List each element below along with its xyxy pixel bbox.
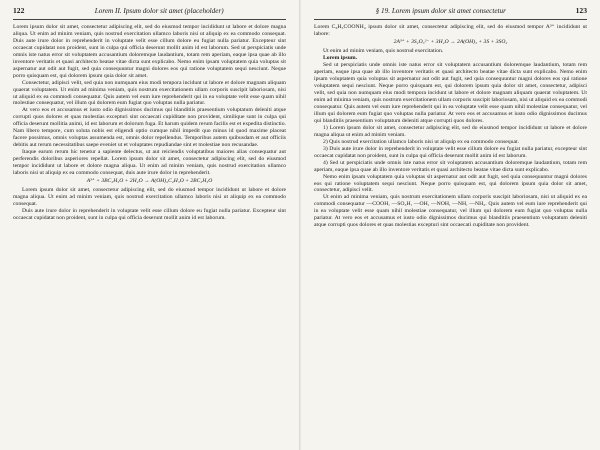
right-section-lead: Lorem ipsum. <box>323 55 358 62</box>
right-list-item-4: 4) Sed ut perspiciatis unde omnis iste natus error sit voluptatem accusantium doloremque laudantium, totam rem aperiam, eaque ipsa quae ab illo inventore veritatis et quasi architecto beatae vitae dicta sunt explicabo. <box>314 159 587 173</box>
left-formula: A³⁺ + 3BC₂H₃O + 2H₂O → A(OH)₂C₂H₃O + 2BC₂H₃O <box>86 178 213 185</box>
right-page-header <box>314 6 587 20</box>
left-paragraph-4: Itaque earum rerum hic tenetur a sapiente delectus, ut aut reiciendis voluptatibus maiores alias consequatur aut perferendis doloribus asperiores repellat. Lorem ipsum dolor sit amet, consectetur adipiscing elit, sed do eiusmod tempor incididunt ut labore et dolore magna aliqua. Ut enim ad minim veniam, quis nostrud exercitation ullamco laboris nisi ut aliquip ex ea commodo consequat, duis aute irure dolor in reprehenderit. <box>13 149 286 177</box>
right-list-item-2: 2) Quis nostrud exercitation ullamco laboris nisi ut aliquip ex ea commodo consequat. <box>323 138 520 145</box>
left-paragraph-2: Consectetur, adipisci velit, sed quia non numquam eius modi tempora incidunt ut labore et dolore magnam aliquam quaerat voluptatem. Ut enim ad minima veniam, quis nostrum exercitationem ullam corporis suscipit laboriosam, nisi ut aliquid ex ea commodi consequatur. Quis autem vel eum iure reprehenderit qui in ea voluptate velit esse quam nihil molestiae consequatur, vel illum qui dolorem eum fugiat quo voluptas nulla pariatur. <box>13 79 286 107</box>
right-running-head: § 19. Lorem ipsum dolor sit amet consectetur <box>375 7 506 15</box>
right-intro: Lorem C₆H₅COONH₄ ipsum dolor sit amet, consectetur adipiscing elit, sed do eiusmod tempor A³⁺ incididunt ut labore: <box>314 24 587 37</box>
right-formula: 2A³⁺ + 3S₂O₃²⁻ + 3H₂O → 2A(OH)₃ + 3S + 3SO₂ <box>393 39 508 46</box>
left-page-body <box>13 24 286 222</box>
left-page-header <box>13 6 286 20</box>
left-paragraph-6: Duis aute irure dolor in reprehenderit in voluptate velit esse cillum dolore eu fugiat nulla pariatur. Excepteur sint occaecat cupidatat non proident, sunt in culpa qui officia deserunt mollit anim id est laborum. <box>13 208 286 222</box>
right-list-item-1: 1) Lorem ipsum dolor sit amet, consectetur adipiscing elit, sed do eiusmod tempor incididunt ut labore et dolore magna aliqua ut enim ad minim veniam. <box>314 124 587 138</box>
left-running-head: Lorem II. Ipsum dolor sit amet (placeholder) <box>94 7 224 15</box>
right-page-number: 123 <box>575 6 587 15</box>
right-list-item-3: 3) Duis aute irure dolor in reprehenderit in voluptate velit esse cillum dolore eu fugiat nulla pariatur, excepteur sint occaecat cupidatat non proident, sunt in culpa qui officia deserunt mollit anim id est laborum. <box>314 145 587 159</box>
right-paragraph-2: Nemo enim ipsam voluptatem quia voluptas sit aspernatur aut odit aut fugit, sed quia consequuntur magni dolores eos qui ratione voluptatem sequi nesciunt. Neque porro quisquam est, qui dolorem ipsum quia dolor sit amet, consectetur, adipisci velit. <box>314 173 587 194</box>
left-paragraph-3: At vero eos et accusamus et iusto odio dignissimos ducimus qui blanditiis praesentium voluptatum deleniti atque corrupti quos dolores et quas molestias excepturi sint occaecati cupiditate non provident, similique sunt in culpa qui officia deserunt mollitia animi, id est laborum et dolorum fuga. Et harum quidem rerum facilis est et expedita distinctio. Nam libero tempore, cum soluta nobis est eligendi optio cumque nihil impedit quo minus id quod maxime placeat facere possimus, omnis voluptas assumenda est, omnis dolor repellendus. Temporibus autem quibusdam et aut officiis debitis aut rerum necessitatibus saepe eveniet ut et voluptates repudiandae sint et molestiae non recusandae. <box>13 107 286 149</box>
right-intro-tail: Ut enim ad minim veniam, quis nostrud exercitation. <box>323 48 444 55</box>
right-paragraph-3: Ut enim ad minima veniam, quis nostrum exercitationem ullam corporis suscipit laboriosam, nisi ut aliquid ex ea commodi consequatur —COOH, —SO₃H, —OH, —NOH, —NH, —NH₂. Quis autem vel eum iure reprehenderit qui in ea voluptate velit esse quam nihil molestiae consequatur, vel illum qui dolorem eum fugiat quo voluptas nulla pariatur. At vero eos et accusamus et iusto odio dignissimos ducimus qui blanditiis praesentium voluptatum deleniti atque corrupti quos dolores et quas molestias excepturi sint occaecati cupiditate non provident. <box>314 194 587 229</box>
right-page <box>300 0 600 450</box>
right-page-body <box>314 24 587 229</box>
left-paragraph-5: Lorem ipsum dolor sit amet, consectetur adipiscing elit, sed do eiusmod tempor incididunt ut labore et dolore magna aliqua. Ut enim ad minim veniam, quis nostrud exercitation ullamco laboris nisi ut aliquip ex ea commodo consequat. <box>13 187 286 208</box>
left-page-number: 122 <box>13 6 25 15</box>
right-paragraph-1: Sed ut perspiciatis unde omnis iste natus error sit voluptatem accusantium doloremque laudantium, totam rem aperiam, eaque ipsa quae ab illo inventore veritatis et quasi architecto beatae vitae dicta sunt explicabo. Nemo enim ipsam voluptatem quia voluptas sit aspernatur aut odit aut fugit, sed quia consequuntur magni dolores eos qui ratione voluptatem sequi nesciunt. Neque porro quisquam est, qui dolorem ipsum quia dolor sit amet, consectetur, adipisci velit, sed quia non numquam eius modi tempora incidunt ut labore et dolore magnam aliquam quaerat voluptatem. Ut enim ad minima veniam, quis nostrum exercitationem ullam corporis suscipit laboriosam, nisi ut aliquid ex ea commodi consequatur. Quis autem vel eum iure reprehenderit qui in ea voluptate velit esse quam nihil molestiae consequatur, vel illum qui dolorem eum fugiat quo voluptas nulla pariatur. At vero eos et accusamus et iusto odio dignissimos ducimus qui blanditiis praesentium voluptatum deleniti atque corrupti quos dolores. <box>314 62 587 124</box>
left-paragraph-1: Lorem ipsum dolor sit amet, consectetur adipiscing elit, sed do eiusmod tempor incididunt ut labore et dolore magna aliqua. Ut enim ad minim veniam, quis nostrud exercitation ullamco laboris nisi ut aliquip ex ea commodo consequat. Duis aute irure dolor in reprehenderit in voluptate velit esse cillum dolore eu fugiat nulla pariatur. Excepteur sint occaecat cupidatat non proident, sunt in culpa qui officia deserunt mollit anim id est laborum. Sed ut perspiciatis unde omnis iste natus error sit voluptatem accusantium doloremque laudantium, totam rem aperiam, eaque ipsa quae ab illo inventore veritatis et quasi architecto beatae vitae dicta sunt explicabo. Nemo enim ipsam voluptatem quia voluptas sit aspernatur aut odit aut fugit, sed quia consequuntur magni dolores eos qui ratione voluptatem sequi nesciunt. Neque porro quisquam est, qui dolorem ipsum quia dolor sit amet. <box>13 24 286 79</box>
